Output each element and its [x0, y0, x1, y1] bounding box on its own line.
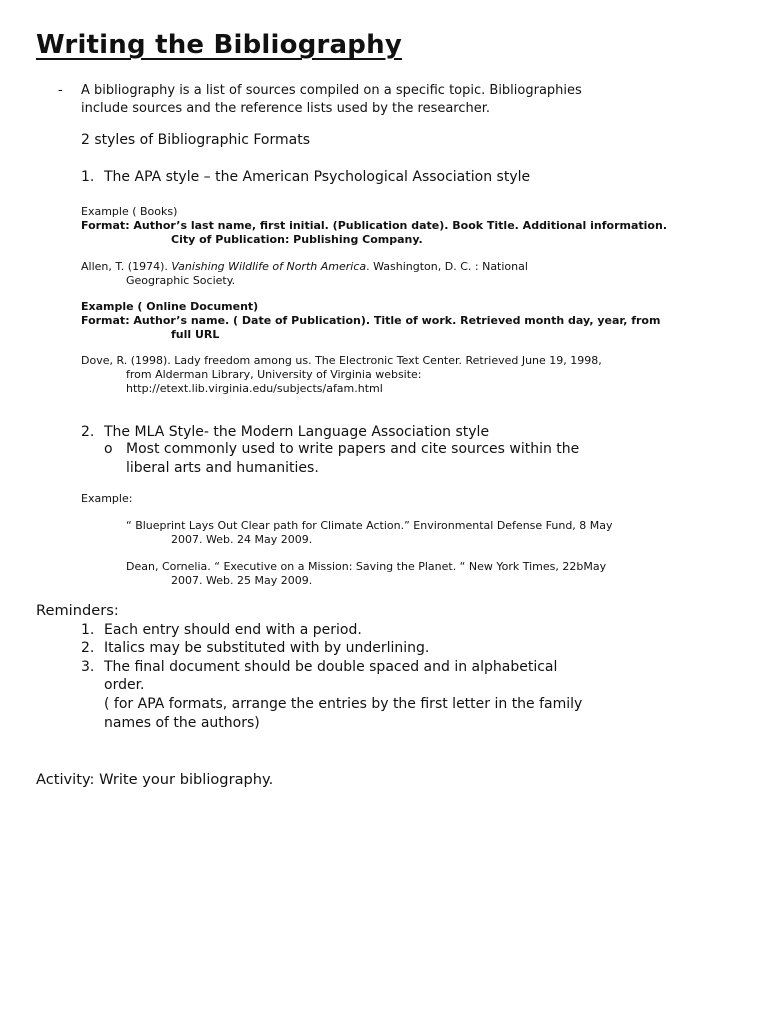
apa-books-sample-author: Allen, T. (1974).: [81, 260, 172, 273]
reminder-3-number: 3.: [81, 659, 95, 675]
page-title: Writing the Bibliography: [36, 30, 402, 60]
apa-online-sample-line-2: from Alderman Library, University of Virginia website:: [126, 368, 422, 381]
apa-books-sample-title: Vanishing Wildlife of North America: [171, 260, 367, 273]
activity-text: Activity: Write your bibliography.: [36, 771, 274, 788]
mla-point-line-1: Most commonly used to write papers and cite sources within the: [126, 441, 580, 457]
reminder-1-number: 1.: [81, 622, 95, 638]
reminder-3-line-4: names of the authors): [104, 715, 260, 731]
reminder-2-number: 2.: [81, 640, 95, 656]
apa-books-sample-line-2: Geographic Society.: [126, 274, 236, 287]
apa-heading: The APA style – the American Psychological Association style: [104, 169, 531, 185]
intro-line-1: A bibliography is a list of sources compiled on a specific topic. Bibliographies: [81, 83, 582, 98]
apa-online-sample-line-3: http://etext.lib.virginia.edu/subjects/afam.html: [126, 382, 383, 395]
apa-books-sample-rest: . Washington, D. C. : National: [366, 260, 528, 273]
mla-example-label: Example:: [81, 492, 133, 505]
apa-online-example-label: Example ( Online Document): [81, 300, 259, 313]
apa-books-example-label: Example ( Books): [81, 205, 178, 218]
mla-heading-number: 2.: [81, 424, 95, 440]
mla-point-line-2: liberal arts and humanities.: [126, 460, 319, 476]
apa-online-format-line-1: Format: Author’s name. ( Date of Publication). Title of work. Retrieved month day, year, from: [81, 314, 661, 327]
intro-line-2: include sources and the reference lists used by the researcher.: [81, 101, 491, 116]
apa-books-format-line-2: City of Publication: Publishing Company.: [171, 233, 423, 246]
mla-sample-2-line-1: Dean, Cornelia. “ Executive on a Mission: Saving the Planet. “ New York Times, 22bMay: [126, 560, 607, 573]
reminder-1-text: Each entry should end with a period.: [104, 622, 362, 638]
styles-heading: 2 styles of Bibliographic Formats: [81, 132, 310, 148]
intro-bullet: -: [58, 83, 63, 98]
apa-books-format-line-1: Format: Author’s last name, first initial. (Publication date). Book Title. Additional information.: [81, 219, 667, 232]
apa-books-sample-line-1: [81, 260, 528, 274]
mla-point-bullet: o: [104, 441, 113, 457]
reminder-3-line-1: The final document should be double spaced and in alphabetical: [104, 659, 558, 675]
reminder-3-line-2: order.: [104, 677, 145, 693]
reminder-2-text: Italics may be substituted with by underlining.: [104, 640, 430, 656]
apa-online-sample-line-1: Dove, R. (1998). Lady freedom among us. The Electronic Text Center. Retrieved June 19, 1998,: [81, 354, 602, 367]
mla-sample-2-line-2: 2007. Web. 25 May 2009.: [171, 574, 313, 587]
apa-online-format-line-2: full URL: [171, 328, 220, 341]
mla-heading: The MLA Style- the Modern Language Association style: [104, 424, 490, 440]
mla-sample-1-line-1: “ Blueprint Lays Out Clear path for Climate Action.” Environmental Defense Fund, 8 May: [126, 519, 613, 532]
reminder-3-line-3: ( for APA formats, arrange the entries by the first letter in the family: [104, 696, 583, 712]
apa-heading-number: 1.: [81, 169, 95, 185]
reminders-heading: Reminders:: [36, 602, 119, 619]
mla-sample-1-line-2: 2007. Web. 24 May 2009.: [171, 533, 313, 546]
